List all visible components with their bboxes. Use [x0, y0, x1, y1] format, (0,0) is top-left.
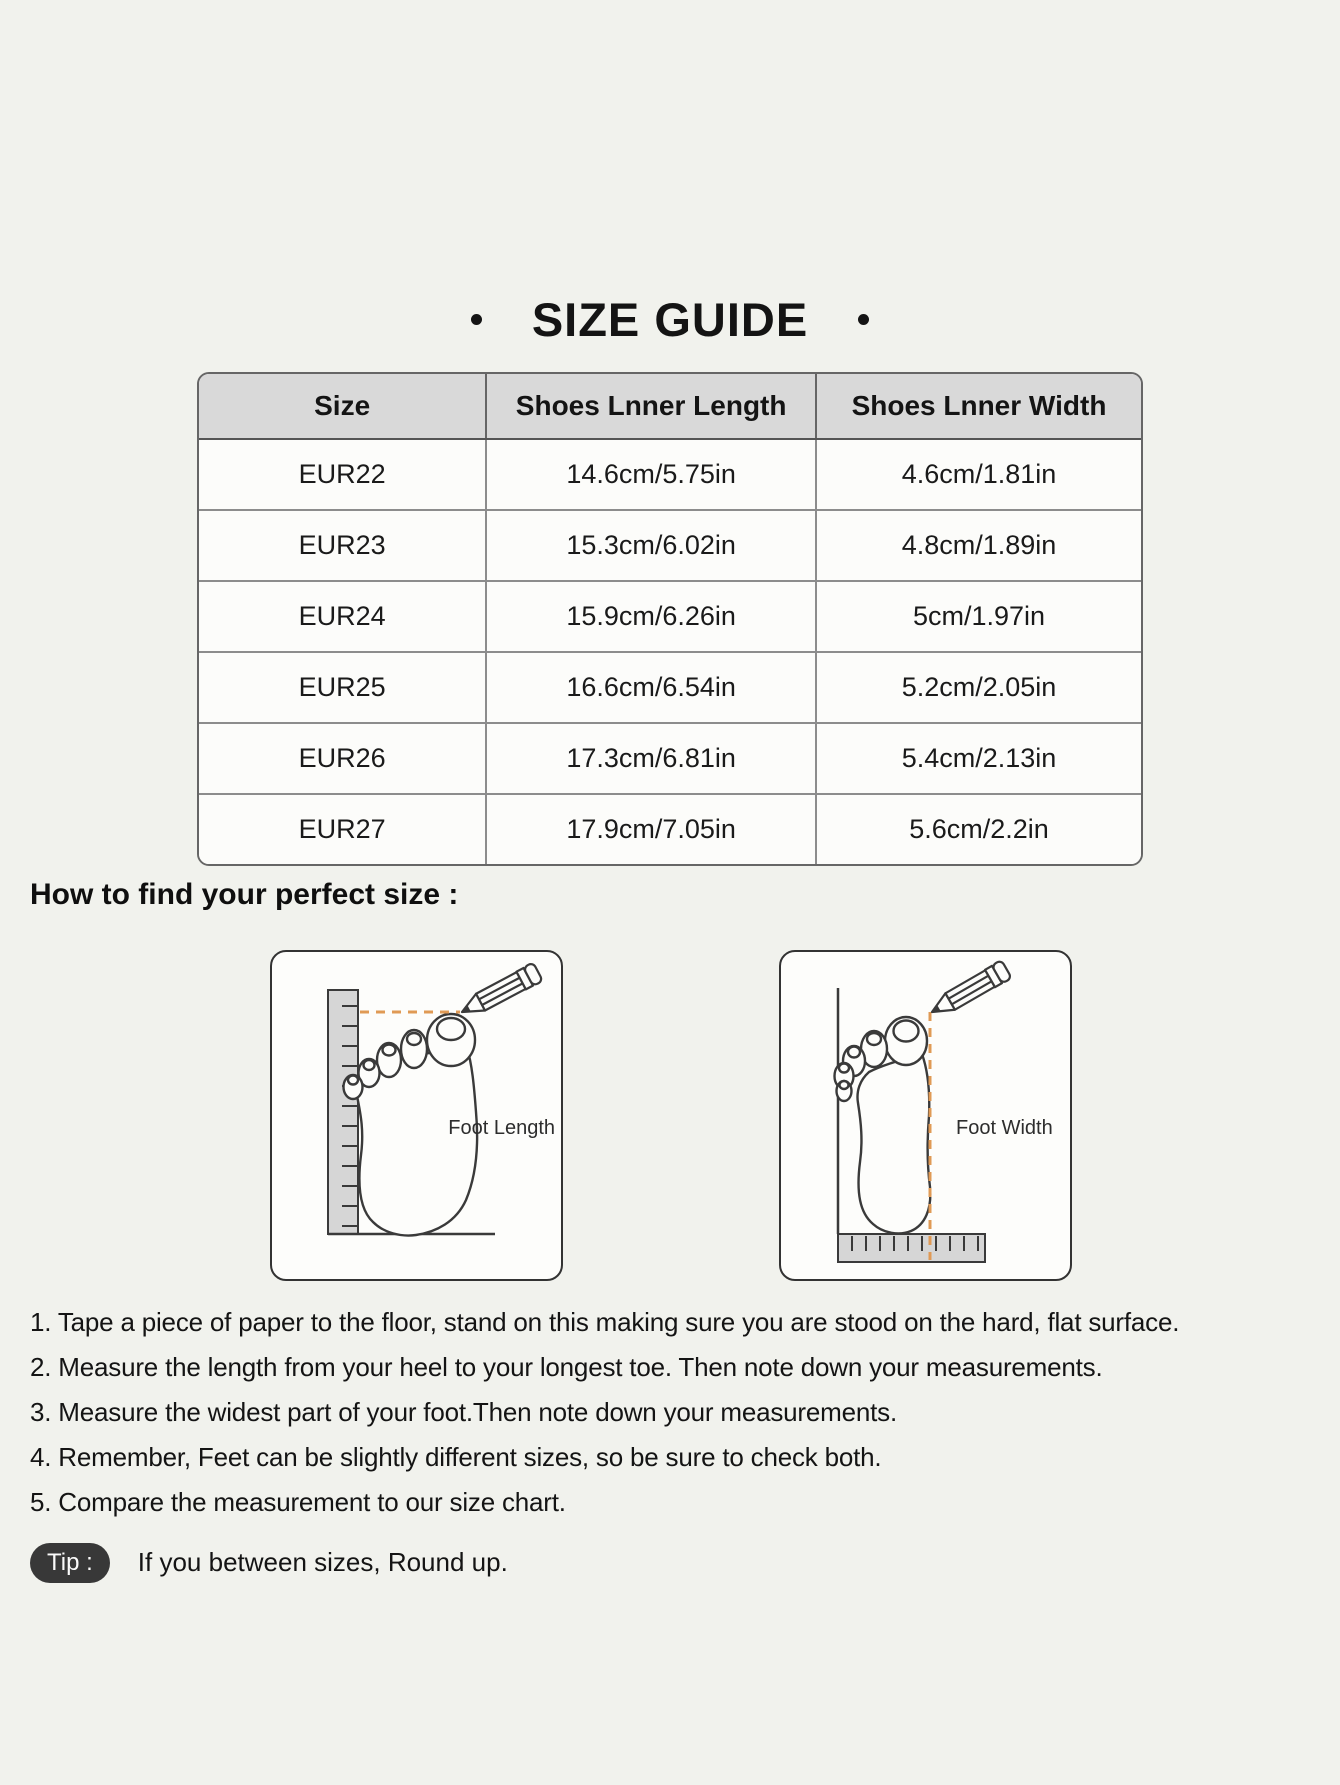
horizontal-ruler-icon — [838, 1234, 985, 1262]
length-cell: 15.3cm/6.02in — [486, 510, 816, 581]
size-cell: EUR24 — [199, 581, 486, 652]
width-cell: 5.2cm/2.05in — [816, 652, 1141, 723]
size-cell: EUR26 — [199, 723, 486, 794]
width-cell: 4.8cm/1.89in — [816, 510, 1141, 581]
table-row — [199, 723, 1141, 794]
size-cell: EUR27 — [199, 794, 486, 864]
length-cell: 16.6cm/6.54in — [486, 652, 816, 723]
length-cell: 17.9cm/7.05in — [486, 794, 816, 864]
foot-icon — [835, 1017, 931, 1233]
width-cell: 5.6cm/2.2in — [816, 794, 1141, 864]
diagram-label-foot-length: Foot Length — [448, 1117, 555, 1139]
diagram-label-foot-width: Foot Width — [956, 1117, 1053, 1139]
foot-width-diagram — [779, 950, 1072, 1281]
width-cell: 4.6cm/1.81in — [816, 439, 1141, 510]
tip-row — [30, 1543, 508, 1583]
width-cell: 5cm/1.97in — [816, 581, 1141, 652]
bullet-dot-icon — [858, 314, 869, 325]
table-row — [199, 652, 1141, 723]
length-cell: 14.6cm/5.75in — [486, 439, 816, 510]
size-table-container — [197, 372, 1143, 866]
step-2: 2. Measure the length from your heel to your longest toe. Then note down your measurements. — [30, 1352, 1103, 1382]
step-1: 1. Tape a piece of paper to the floor, stand on this making sure you are stood on the hard, flat surface. — [30, 1307, 1180, 1337]
measurement-steps — [30, 1300, 1330, 1525]
width-cell: 5.4cm/2.13in — [816, 723, 1141, 794]
table-row — [199, 581, 1141, 652]
foot-length-illustration — [270, 950, 563, 1281]
bullet-dot-icon — [471, 314, 482, 325]
column-header-size: Size — [199, 374, 486, 439]
table-row — [199, 510, 1141, 581]
step-5: 5. Compare the measurement to our size chart. — [30, 1487, 566, 1517]
size-cell: EUR23 — [199, 510, 486, 581]
how-to-heading: How to find your perfect size : — [30, 878, 459, 911]
foot-width-illustration — [779, 950, 1072, 1281]
column-header-inner-width: Shoes Lnner Width — [816, 374, 1141, 439]
size-table — [199, 374, 1141, 864]
tip-text: If you between sizes, Round up. — [137, 1547, 508, 1578]
size-cell: EUR22 — [199, 439, 486, 510]
page-title-row — [0, 293, 1340, 346]
length-cell: 17.3cm/6.81in — [486, 723, 816, 794]
tip-badge: Tip : — [30, 1543, 110, 1583]
length-cell: 15.9cm/6.26in — [486, 581, 816, 652]
step-4: 4. Remember, Feet can be slightly different sizes, so be sure to check both. — [30, 1442, 882, 1472]
column-header-inner-length: Shoes Lnner Length — [486, 374, 816, 439]
vertical-ruler-icon — [328, 990, 358, 1234]
pencil-icon — [457, 962, 543, 1021]
size-table-header-row — [199, 374, 1141, 439]
size-cell: EUR25 — [199, 652, 486, 723]
table-row — [199, 439, 1141, 510]
step-3: 3. Measure the widest part of your foot.Then note down your measurements. — [30, 1397, 897, 1427]
table-row — [199, 794, 1141, 864]
pencil-icon — [927, 960, 1012, 1021]
foot-length-diagram — [270, 950, 563, 1281]
page-title: SIZE GUIDE — [531, 293, 809, 346]
